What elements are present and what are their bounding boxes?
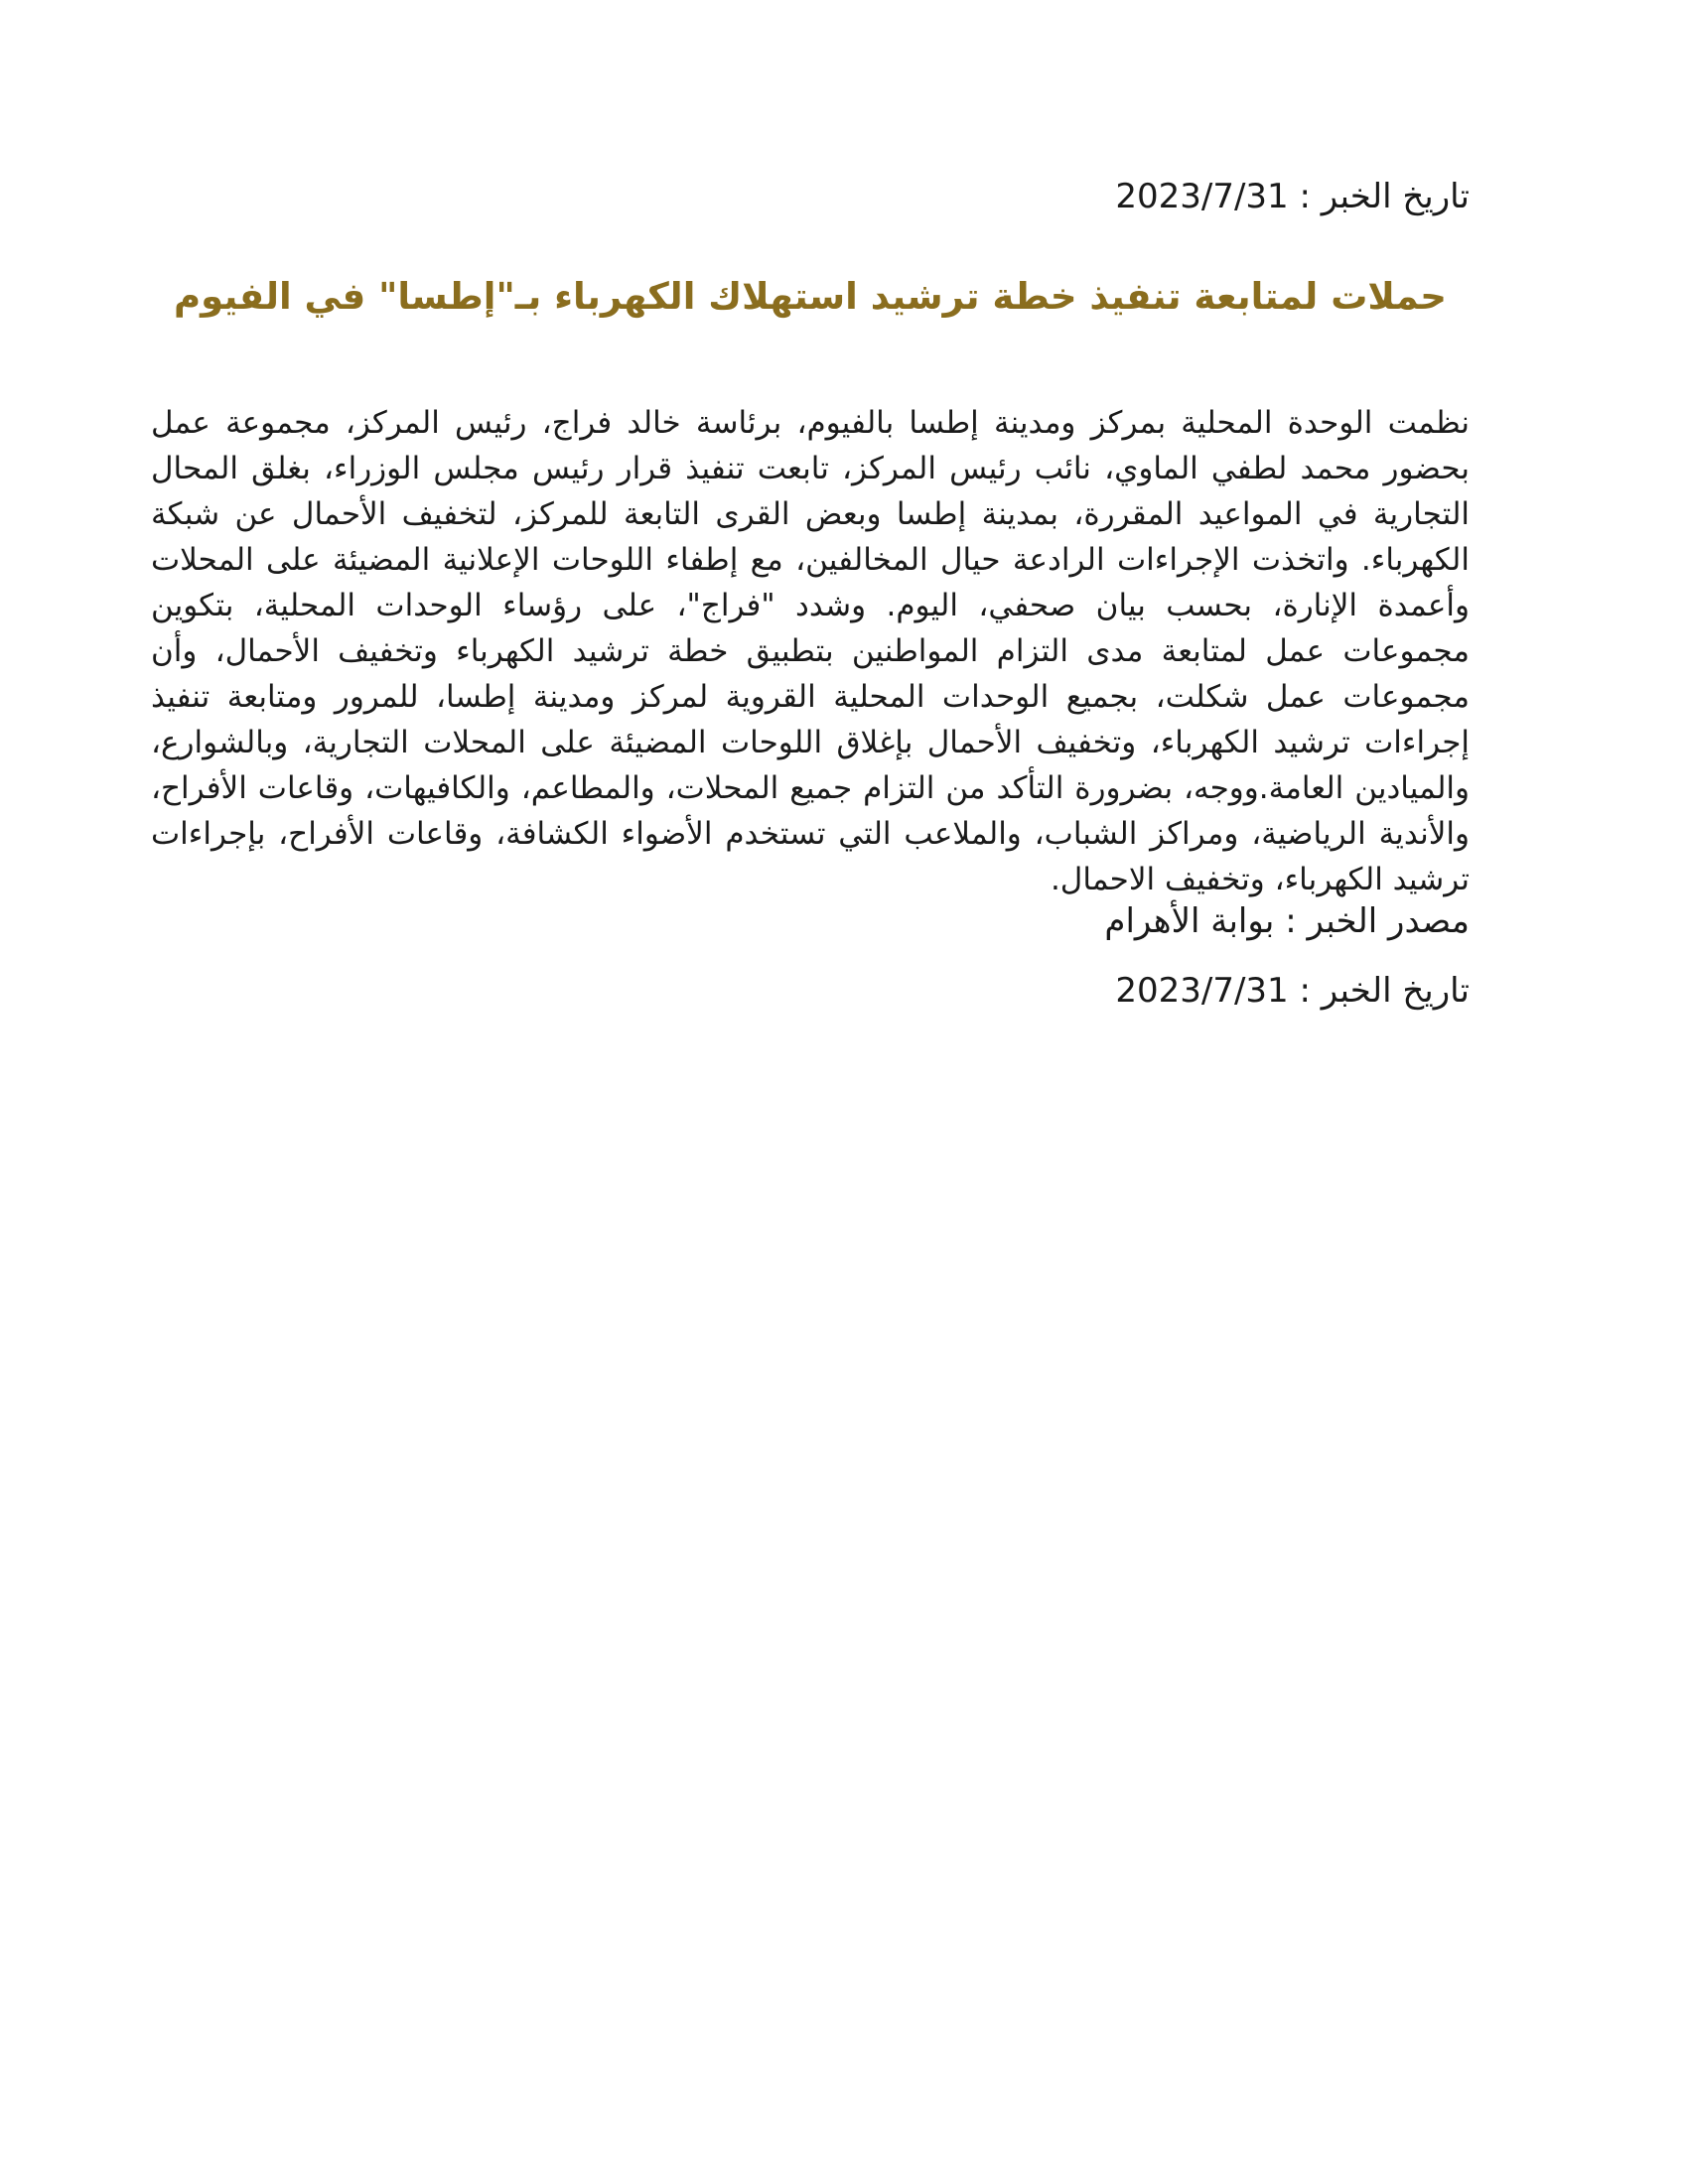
article-body: نظمت الوحدة المحلية بمركز ومدينة إطسا بالفيوم، برئاسة خالد فراج، رئيس المركز، مجموعة عمل بحضور محمد لطفي الماوي، نائب رئيس المركز، تابعت تنفيذ قرار رئيس مجلس الوزراء، بغلق المحال التجارية في المواعيد المقررة، بمدينة إطسا وبعض القرى التابعة للمركز، لتخفيف الأحمال عن شبكة الكهرباء. واتخذت الإجراءات الرادعة حيال المخالفين، مع إطفاء اللوحات الإعلانية المضيئة على المحلات وأعمدة الإنارة، بحسب بيان صحفي، اليوم. وشدد "فراج"، على رؤساء الوحدات المحلية، بتكوين مجموعات عمل لمتابعة مدى التزام المواطنين بتطبيق خطة ترشيد الكهرباء وتخفيف الأحمال، وأن مجموعات عمل شكلت، بجميع الوحدات المحلية القروية لمركز ومدينة إطسا، للمرور ومتابعة تنفيذ إجراءات ترشيد الكهرباء، وتخفيف الأحمال بإغلاق اللوحات المضيئة على المحلات التجارية، وبالشوارع، والميادين العامة.ووجه، بضرورة التأكد من التزام جميع المحلات، والمطاعم، والكافيهات، وقاعات الأفراح، والأندية الرياضية، ومراكز الشباب، والملاعب التي تستخدم الأضواء الكشافة، وقاعات الأفراح، بإجراءات ترشيد الكهرباء، وتخفيف الاحمال. bbox=[151, 405, 1470, 897]
news-date-footer: تاريخ الخبر : 2023/7/31 bbox=[1115, 971, 1470, 1011]
news-date-header: تاريخ الخبر : 2023/7/31 bbox=[1115, 177, 1470, 216]
news-source: مصدر الخبر : بوابة الأهرام bbox=[1104, 901, 1470, 941]
article-title: حملات لمتابعة تنفيذ خطة ترشيد استهلاك الكهرباء بـ"إطسا" في الفيوم bbox=[174, 274, 1447, 318]
